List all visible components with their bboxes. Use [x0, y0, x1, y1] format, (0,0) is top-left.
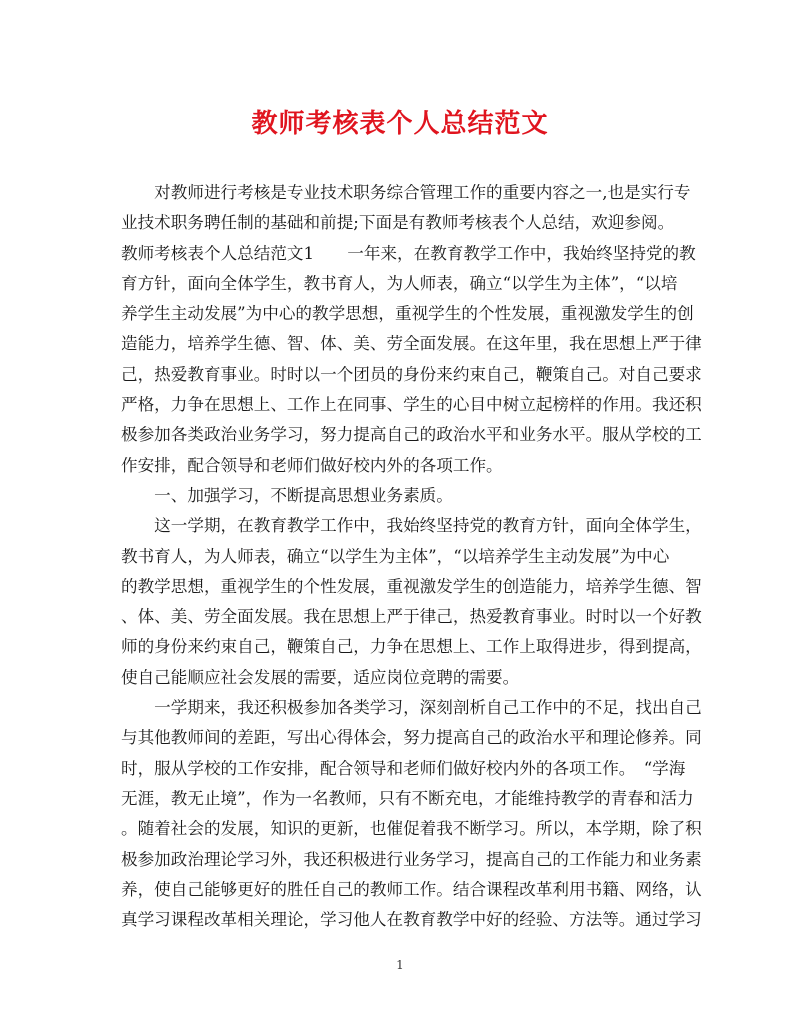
- text-line: 造能力，培养学生德、智、体、美、劳全面发展。在这年里，我在思想上严于律: [121, 334, 702, 354]
- text-line: 严格，力争在思想上、工作上在同事、学生的心目中树立起榜样的作用。我还积: [121, 395, 702, 415]
- text-line: 己，热爱教育事业。时时以一个团员的身份来约束自己，鞭策自己。对自己要求: [121, 364, 702, 384]
- text-line: 养，使自己能够更好的胜任自己的教师工作。结合课程改革利用书籍、网络，认: [121, 879, 702, 899]
- section-heading: 一、加强学习，不断提高思想业务素质。: [121, 485, 453, 505]
- text-line: 业技术职务聘任制的基础和前提;下面是有教师考核表个人总结，欢迎参阅。: [121, 213, 675, 233]
- text-line: 这一学期，在教育教学工作中，我始终坚持党的教育方针，面向全体学生，: [121, 516, 702, 536]
- text-line: 教书育人，为人师表，确立“以学生为主体”，“以培养学生主动发展”为中心: [121, 546, 670, 566]
- text-line: 的教学思想，重视学生的个性发展，重视激发学生的创造能力，培养学生德、智: [121, 576, 702, 596]
- text-line: 作安排，配合领导和老师们做好校内外的各项工作。: [121, 455, 503, 475]
- text-line: 极参加各类政治业务学习，努力提高自己的政治水平和业务水平。服从学校的工: [121, 425, 702, 445]
- text-line: 教师考核表个人总结范文1 一年来，在教育教学工作中，我始终坚持党的教: [121, 243, 696, 263]
- text-line: 使自己能顺应社会发展的需要，适应岗位竞聘的需要。: [121, 667, 520, 687]
- document-body: [121, 178, 702, 935]
- text-line: 与其他教师间的差距，写出心得体会，努力提高自己的政治水平和理论修养。同: [121, 728, 702, 748]
- text-line: 时，服从学校的工作安排，配合领导和老师们做好校内外的各项工作。 “学海: [121, 758, 686, 778]
- text-line: 育方针，面向全体学生，教书育人，为人师表，确立“以学生为主体”，“以培: [121, 273, 678, 293]
- text-line: 一学期来，我还积极参加各类学习，深刻剖析自己工作中的不足，找出自己: [121, 698, 702, 718]
- text-line: 。随着社会的发展，知识的更新，也催促着我不断学习。所以，本学期，除了积: [121, 819, 702, 839]
- document-title: 教师考核表个人总结范文: [251, 109, 549, 139]
- text-line: 养学生主动发展”为中心的教学思想，重视学生的个性发展，重视激发学生的创: [121, 304, 694, 324]
- text-line: 极参加政治理论学习外，我还积极进行业务学习，提高自己的工作能力和业务素: [121, 849, 702, 869]
- text-line: 无涯，教无止境”，作为一名教师，只有不断充电，才能维持教学的青春和活力: [121, 788, 694, 808]
- text-line: 师的身份来约束自己，鞭策自己，力争在思想上、工作上取得进步，得到提高，: [121, 637, 702, 657]
- page-number: 1: [396, 958, 404, 972]
- text-line: 真学习课程改革相关理论，学习他人在教育教学中好的经验、方法等。通过学习: [121, 910, 702, 930]
- text-line: 对教师进行考核是专业技术职务综合管理工作的重要内容之一,也是实行专: [121, 183, 691, 202]
- text-line: 、体、美、劳全面发展。我在思想上严于律己，热爱教育事业。时时以一个好教: [121, 607, 702, 627]
